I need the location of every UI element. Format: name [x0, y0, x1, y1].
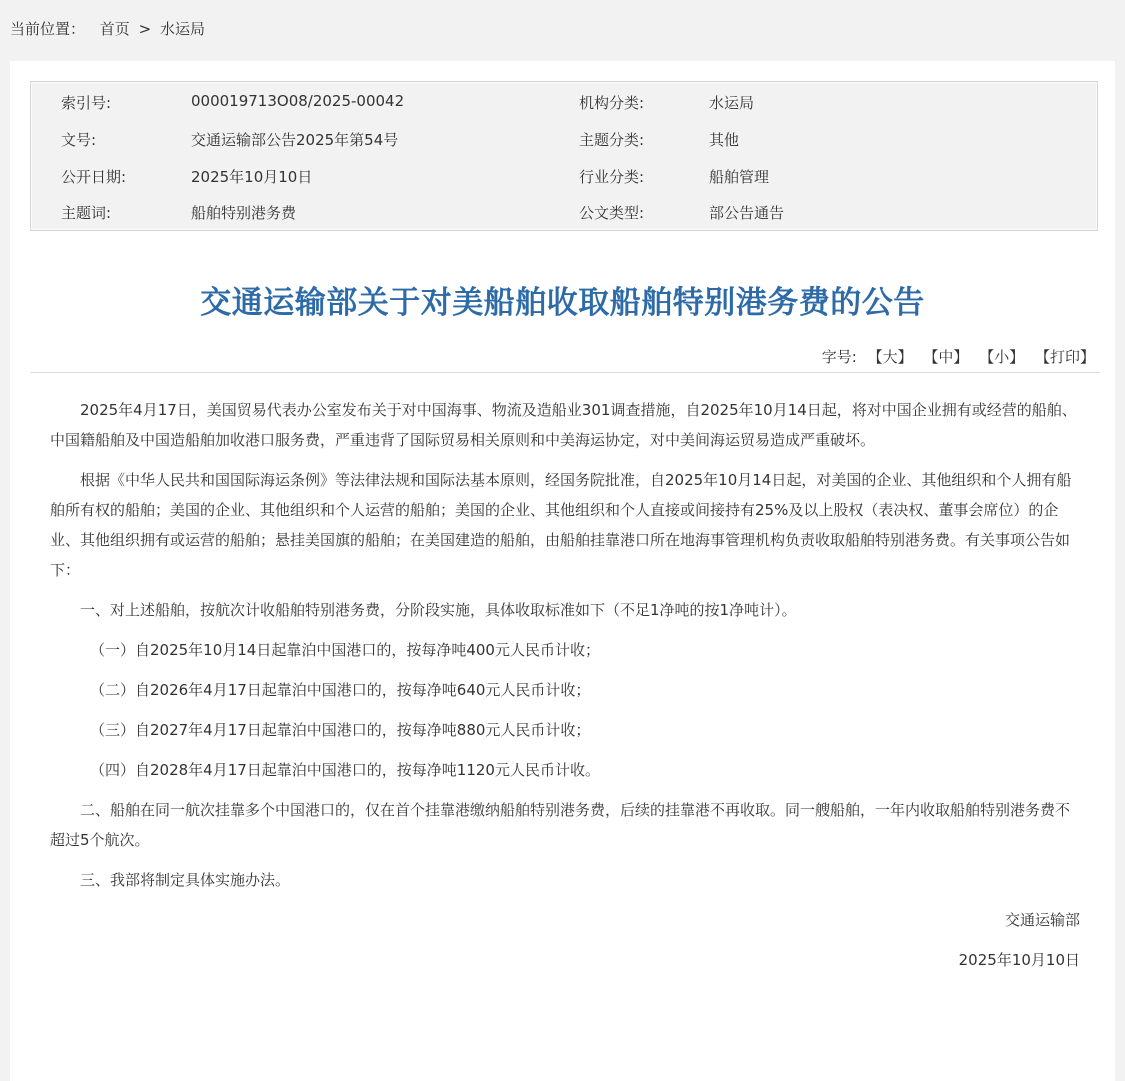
breadcrumb-current-link[interactable]: 水运局 — [159, 20, 205, 38]
metadata-row — [31, 202, 1097, 226]
doc-type-value: 部公告通告 — [709, 204, 785, 222]
font-size-small-button[interactable]: 【小】 — [979, 348, 1025, 366]
body-paragraph: 2025年4月17日，美国贸易代表办公室发布关于对中国海事、物流及造船业301调查措施，自2025年10月14日起，将对中国企业拥有或经营的船舶、中国籍船舶及中国造船舶加收港口服务费，严重违背了国际贸易相关原则和中美海运协定，对中美间海运贸易造成严重破坏。 — [50, 401, 1077, 449]
index-label: 索引号: — [61, 94, 112, 112]
font-size-medium-button[interactable]: 【中】 — [923, 348, 969, 366]
industry-category-label: 行业分类: — [579, 168, 645, 186]
fee-item: （一）自2025年10月14日起靠泊中国港口的，按每净吨400元人民币计收； — [90, 641, 600, 659]
body-paragraph: 二、船舶在同一航次挂靠多个中国港口的，仅在首个挂靠港缴纳船舶特别港务费，后续的挂靠港不再收取。同一艘船舶，一年内收取船舶特别港务费不超过5个航次。 — [50, 801, 1071, 849]
industry-category-value: 船舶管理 — [709, 168, 770, 186]
font-size-large-button[interactable]: 【大】 — [867, 348, 913, 366]
breadcrumb-home-link[interactable]: 首页 — [99, 20, 130, 38]
breadcrumb-label: 当前位置： — [10, 20, 86, 38]
breadcrumb-separator: > — [138, 20, 152, 38]
topic-category-value: 其他 — [709, 131, 740, 149]
font-size-label: 字号: — [821, 348, 857, 366]
fee-item: （二）自2026年4月17日起靠泊中国港口的，按每净吨640元人民币计收； — [90, 681, 591, 699]
fee-item: （四）自2028年4月17日起靠泊中国港口的，按每净吨1120元人民币计收。 — [90, 761, 600, 779]
signature-date: 2025年10月10日 — [958, 951, 1080, 969]
print-button[interactable]: 【打印】 — [1034, 348, 1095, 366]
body-paragraph: 三、我部将制定具体实施办法。 — [80, 871, 291, 889]
signature-org: 交通运输部 — [1004, 911, 1080, 929]
metadata-row — [31, 129, 1097, 153]
article-card — [10, 61, 1115, 1081]
index-value: 000019713O08/2025-00042 — [191, 92, 405, 110]
body-paragraph: 一、对上述船舶，按航次计收船舶特别港务费，分阶段实施，具体收取标准如下（不足1净吨的按1净吨计）。 — [80, 601, 797, 619]
org-category-value: 水运局 — [709, 94, 755, 112]
publish-date-label: 公开日期: — [61, 168, 127, 186]
breadcrumb — [10, 18, 205, 39]
org-category-label: 机构分类: — [579, 94, 645, 112]
keyword-label: 主题词: — [61, 204, 112, 222]
title-divider — [30, 372, 1100, 373]
article-title: 交通运输部关于对美船舶收取船舶特别港务费的公告 — [200, 285, 925, 321]
doc-type-label: 公文类型: — [579, 204, 645, 222]
metadata-row — [31, 92, 1097, 116]
article-body — [50, 395, 1080, 905]
topic-category-label: 主题分类: — [579, 131, 645, 149]
fee-item: （三）自2027年4月17日起靠泊中国港口的，按每净吨880元人民币计收； — [90, 721, 591, 739]
metadata-table — [30, 81, 1098, 231]
publish-date-value: 2025年10月10日 — [191, 168, 313, 186]
font-size-controls — [822, 346, 1095, 367]
metadata-row — [31, 166, 1097, 190]
body-paragraph: 根据《中华人民共和国国际海运条例》等法律法规和国际法基本原则，经国务院批准，自2025年10月14日起，对美国的企业、其他组织和个人拥有船舶所有权的船舶；美国的企业、其他组织和个人运营的船舶；美国的企业、其他组织和个人直接或间接持有25%及以上股权（表决权、董事会席位）的企业、其他组织拥有或运营的船舶；悬挂美国旗的船舶；在美国建造的船舶，由船舶挂靠港口所在地海事管理机构负责收取船舶特别港务费。有关事项公告如下： — [50, 471, 1072, 579]
doc-number-label: 文号: — [61, 131, 97, 149]
keyword-value: 船舶特别港务费 — [191, 204, 297, 222]
doc-number-value: 交通运输部公告2025年第54号 — [191, 131, 399, 149]
